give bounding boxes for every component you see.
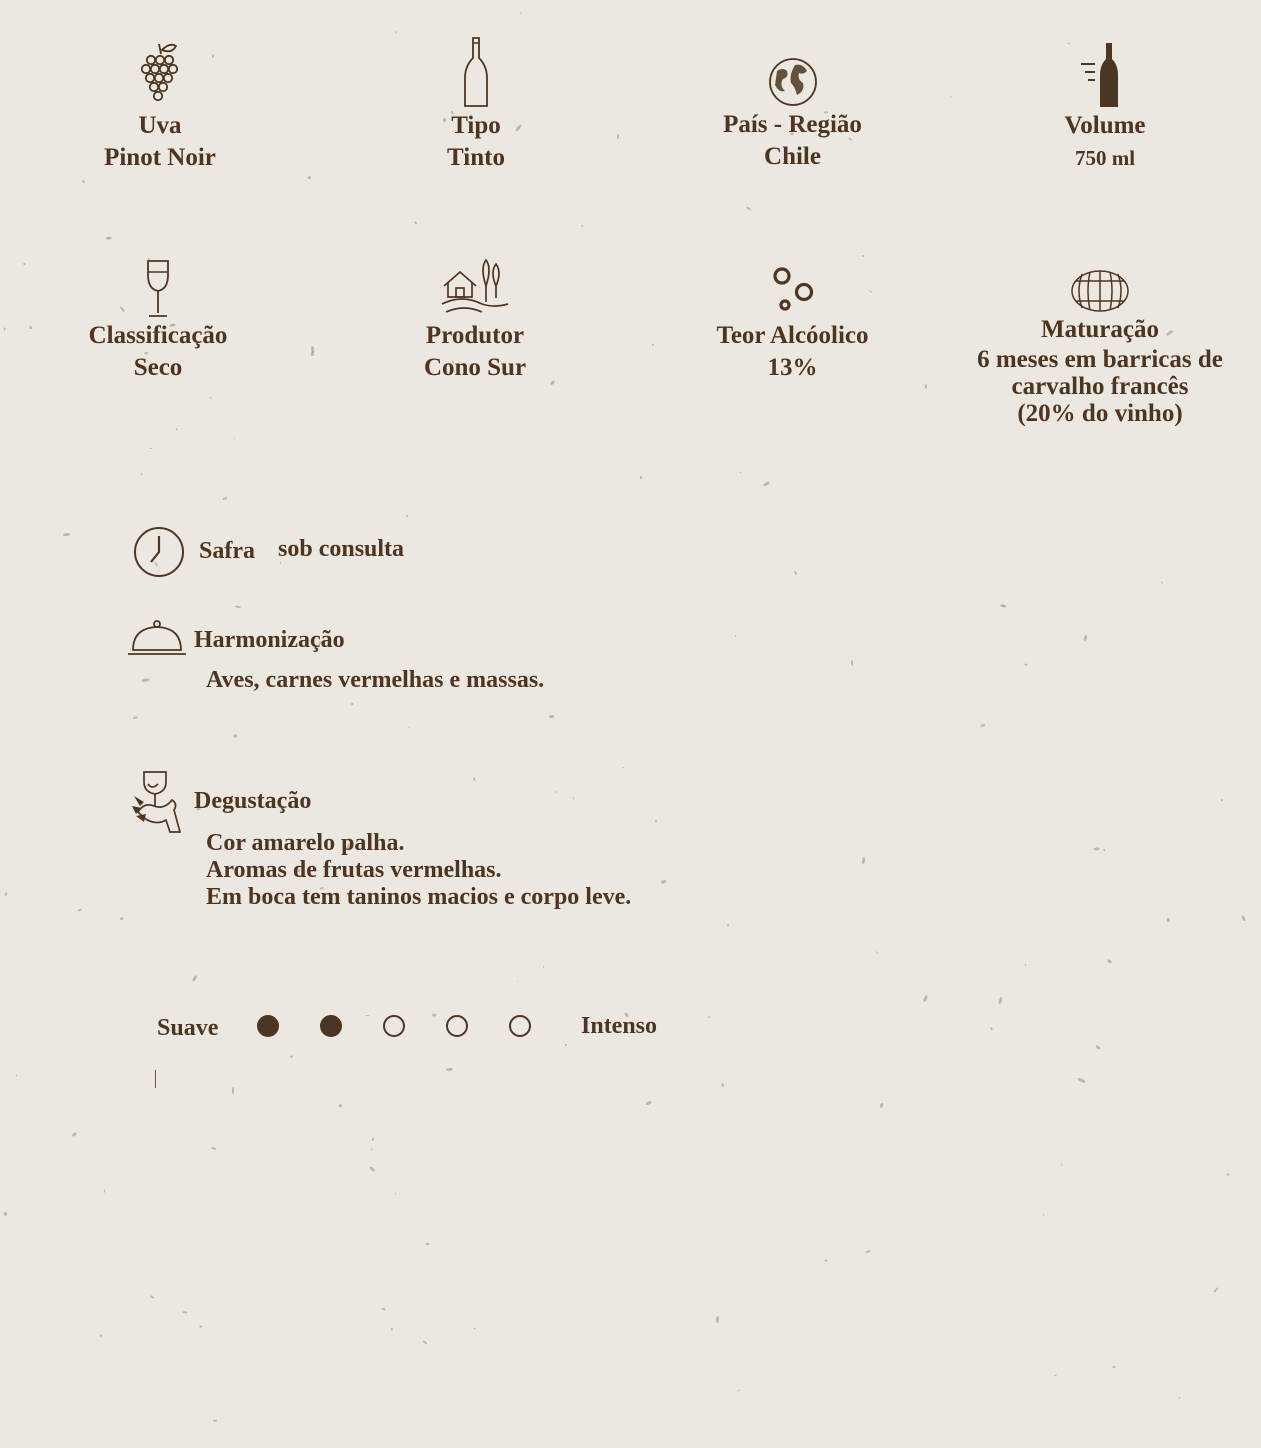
spec-value: 750 ml: [1074, 146, 1136, 170]
paper-speck: [234, 438, 235, 439]
paper-speck: [391, 1328, 393, 1331]
paper-speck: [212, 1147, 217, 1150]
spec-uva: [80, 40, 240, 174]
paper-speck: [998, 997, 1003, 1004]
safra-label: Safra: [199, 538, 255, 564]
paper-speck: [105, 236, 111, 239]
paper-speck: [1054, 1374, 1057, 1376]
paper-speck: [395, 1193, 396, 1195]
paper-speck: [1025, 964, 1026, 966]
paper-speck: [339, 1104, 343, 1108]
spec-label: Produtor: [425, 322, 525, 349]
paper-speck: [865, 1250, 870, 1253]
paper-speck: [726, 924, 729, 926]
paper-speck: [740, 472, 742, 473]
paper-speck: [925, 384, 927, 389]
harmonizacao-text: Aves, carnes vermelhas e massas.: [206, 667, 545, 693]
text-cursor-mark: [155, 1070, 158, 1088]
paper-speck: [520, 12, 523, 15]
paper-speck: [369, 1166, 375, 1172]
spec-label: Volume: [1064, 112, 1146, 139]
degustacao-line: Cor amarelo palha.: [206, 830, 405, 856]
paper-speck: [371, 1138, 374, 1141]
paper-speck: [617, 134, 619, 139]
paper-speck: [1241, 914, 1247, 921]
paper-speck: [543, 966, 544, 968]
intensity-dot: [509, 1015, 531, 1037]
spec-label: Teor Alcóolico: [716, 322, 869, 349]
spec-value-line: carvalho francês: [1011, 373, 1189, 400]
paper-speck: [141, 472, 143, 474]
paper-speck: [408, 727, 410, 729]
paper-speck: [923, 995, 928, 1002]
spec-value: Tinto: [447, 144, 505, 171]
barrel-icon: [1070, 268, 1130, 314]
paper-speck: [565, 1044, 567, 1046]
degustacao-label: Degustação: [194, 788, 312, 814]
paper-speck: [395, 31, 397, 34]
paper-speck: [1220, 799, 1223, 802]
spec-teor-alcoolico: [700, 262, 885, 384]
paper-speck: [120, 917, 123, 920]
paper-speck: [707, 1016, 710, 1019]
spec-volume: [1030, 40, 1180, 174]
paper-speck: [1226, 1173, 1229, 1176]
paper-speck: [433, 1014, 437, 1017]
paper-speck: [104, 1189, 106, 1193]
paper-speck: [949, 96, 952, 98]
paper-speck: [862, 254, 864, 256]
paper-speck: [735, 635, 736, 637]
paper-speck: [861, 857, 865, 864]
spec-value: Seco: [133, 354, 183, 381]
paper-speck: [850, 660, 853, 666]
paper-speck: [722, 1082, 725, 1086]
grapes-icon: [135, 40, 185, 110]
paper-speck: [746, 207, 751, 211]
intensity-min-label: Suave: [157, 1015, 219, 1041]
paper-speck: [29, 326, 33, 330]
cloche-icon: [127, 618, 187, 658]
winery-icon: [440, 258, 510, 320]
spec-value: Pinot Noir: [104, 144, 216, 171]
paper-speck: [22, 263, 25, 266]
paper-speck: [1112, 1365, 1116, 1368]
bottle-volume-icon: [1075, 40, 1135, 110]
tasting-hand-icon: [130, 766, 186, 836]
paper-speck: [414, 221, 417, 224]
paper-speck: [715, 1316, 718, 1323]
paper-speck: [645, 1100, 652, 1105]
paper-speck: [192, 974, 198, 982]
paper-speck: [794, 571, 797, 575]
paper-speck: [366, 1015, 370, 1017]
spec-pais-regiao: [700, 55, 885, 173]
paper-speck: [879, 1102, 883, 1108]
clock-icon: [132, 525, 186, 579]
paper-speck: [307, 175, 311, 179]
spec-label: Classificação: [88, 322, 228, 349]
paper-speck: [1083, 635, 1087, 641]
paper-speck: [1060, 1164, 1062, 1166]
paper-speck: [446, 1067, 453, 1071]
paper-speck: [1093, 847, 1099, 851]
paper-speck: [556, 791, 557, 793]
paper-speck: [875, 951, 878, 954]
intensity-dot: [446, 1015, 468, 1037]
paper-speck: [370, 1148, 374, 1151]
paper-speck: [4, 327, 6, 331]
paper-speck: [989, 1027, 993, 1031]
paper-speck: [235, 605, 241, 608]
paper-speck: [426, 1242, 430, 1245]
intensity-dot: [383, 1015, 405, 1037]
spec-label: Maturação: [1040, 316, 1160, 343]
paper-speck: [1160, 581, 1163, 584]
paper-speck: [422, 1340, 427, 1345]
paper-speck: [660, 879, 666, 883]
spec-produtor: [395, 258, 555, 384]
wine-glass-icon: [143, 258, 173, 320]
paper-speck: [99, 1334, 102, 1337]
paper-speck: [549, 714, 555, 718]
spec-tipo: [396, 35, 556, 174]
paper-speck: [652, 344, 654, 346]
paper-speck: [71, 1131, 77, 1137]
paper-speck: [474, 1328, 476, 1330]
paper-speck: [213, 1420, 217, 1423]
paper-speck: [737, 1389, 740, 1392]
spec-value: 13%: [767, 354, 818, 381]
paper-speck: [82, 180, 85, 183]
paper-speck: [517, 980, 519, 982]
paper-speck: [351, 703, 353, 706]
paper-speck: [233, 734, 238, 738]
bubbles-icon: [768, 262, 818, 320]
safra-value: sob consulta: [278, 536, 405, 562]
paper-speck: [78, 908, 82, 911]
globe-icon: [767, 55, 819, 109]
paper-speck: [1025, 663, 1028, 665]
paper-speck: [149, 448, 152, 450]
paper-speck: [222, 497, 227, 500]
paper-speck: [1077, 1077, 1086, 1084]
paper-speck: [290, 1055, 293, 1057]
paper-speck: [572, 797, 574, 800]
paper-speck: [133, 716, 139, 719]
harmonizacao-label: Harmonização: [194, 627, 345, 653]
spec-label: País - Região: [723, 111, 862, 138]
paper-speck: [63, 533, 70, 537]
paper-speck: [1178, 1396, 1180, 1398]
paper-speck: [1213, 1287, 1219, 1293]
degustacao-line: Aromas de frutas vermelhas.: [206, 857, 502, 883]
bottle-outline-icon: [461, 35, 491, 110]
paper-speck: [1042, 1214, 1044, 1216]
paper-speck: [4, 892, 7, 896]
intensity-dot: [257, 1015, 279, 1037]
spec-maturacao: [965, 268, 1235, 427]
paper-speck: [1096, 1044, 1101, 1049]
spec-classificacao: [78, 258, 238, 384]
paper-speck: [16, 1075, 18, 1077]
spec-value: Cono Sur: [423, 354, 527, 381]
paper-speck: [473, 777, 476, 782]
paper-speck: [1000, 604, 1006, 608]
paper-speck: [182, 1311, 187, 1314]
spec-label: Uva: [138, 112, 182, 139]
paper-speck: [581, 225, 584, 227]
paper-speck: [824, 1258, 827, 1262]
spec-label: Tipo: [451, 112, 501, 139]
paper-speck: [1103, 849, 1106, 852]
paper-speck: [311, 346, 315, 353]
paper-speck: [231, 1086, 234, 1093]
paper-speck: [199, 1325, 202, 1328]
spec-value-line: 6 meses em barricas de: [977, 346, 1223, 373]
paper-speck: [1107, 958, 1113, 963]
paper-speck: [382, 1308, 386, 1311]
spec-value-line: (20% do vinho): [1017, 400, 1183, 427]
paper-speck: [141, 678, 150, 682]
spec-value: Chile: [764, 143, 821, 170]
paper-speck: [175, 428, 178, 430]
paper-speck: [406, 514, 409, 517]
degustacao-line: Em boca tem taninos macios e corpo leve.: [206, 884, 632, 910]
paper-speck: [1167, 917, 1170, 921]
paper-speck: [210, 397, 212, 398]
paper-speck: [4, 1212, 7, 1216]
paper-speck: [980, 724, 985, 727]
paper-speck: [654, 820, 657, 823]
paper-speck: [623, 767, 625, 768]
paper-speck: [150, 1295, 155, 1299]
intensity-dot: [320, 1015, 342, 1037]
intensity-max-label: Intenso: [581, 1013, 658, 1039]
paper-speck: [640, 476, 642, 479]
paper-speck: [762, 481, 770, 487]
